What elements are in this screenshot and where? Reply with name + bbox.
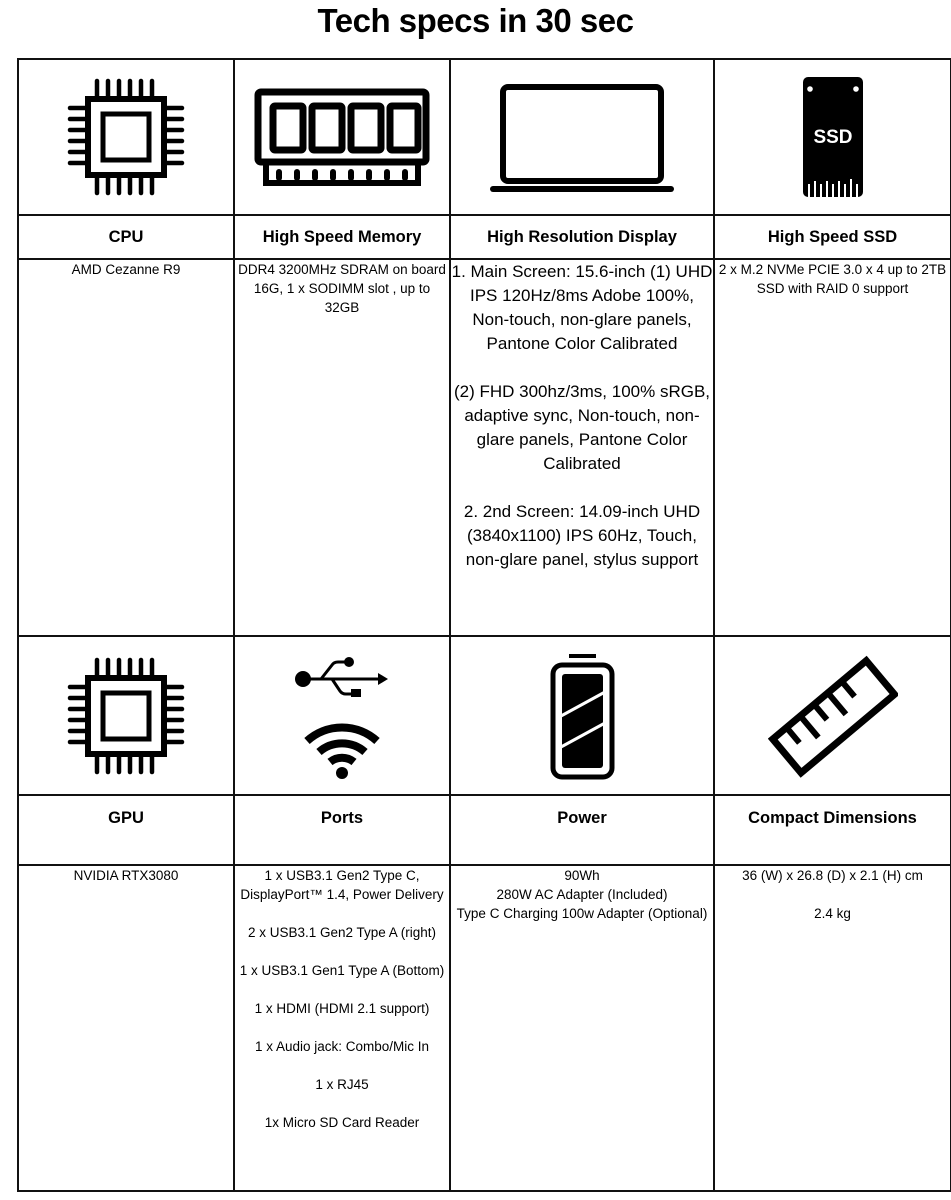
display-detail — [450, 259, 714, 636]
battery-icon — [547, 651, 617, 781]
icon-row — [18, 59, 951, 215]
port-item: 1 x USB3.1 Gen2 Type C, DisplayPort™ 1.4, Power Delivery — [240, 868, 444, 902]
ssd-detail-text: 2 x M.2 NVMe PCIE 3.0 x 4 up to 2TB SSD with RAID 0 support — [718, 262, 947, 296]
dimensions-heading: Compact Dimensions — [714, 795, 951, 865]
heading-row — [18, 795, 951, 865]
cpu-heading: CPU — [18, 215, 234, 259]
gpu-chip-icon — [66, 656, 186, 776]
specs-table — [17, 58, 951, 1192]
ssd-icon-cell — [714, 59, 951, 215]
gpu-detail — [18, 865, 234, 1191]
ssd-detail — [714, 259, 951, 636]
port-item: 1 x RJ45 — [315, 1077, 369, 1092]
ports-heading: Ports — [234, 795, 450, 865]
page-title: Tech specs in 30 sec — [317, 2, 634, 39]
detail-row — [18, 259, 951, 636]
heading-row — [18, 215, 951, 259]
ac-adapter: 280W AC Adapter (Included) — [496, 887, 668, 902]
icon-row — [18, 636, 951, 795]
memory-detail-text: DDR4 3200MHz SDRAM on board 16G, 1 x SODIMM slot , up to 32GB — [238, 262, 446, 315]
memory-heading: High Speed Memory — [234, 215, 450, 259]
usb-icon — [294, 653, 390, 697]
wifi-icon — [302, 717, 382, 779]
cpu-chip-icon — [66, 77, 186, 197]
port-item: 1 x USB3.1 Gen1 Type A (Bottom) — [239, 963, 445, 978]
dimensions-size: 36 (W) x 26.8 (D) x 2.1 (H) cm — [742, 868, 923, 883]
gpu-icon-cell — [18, 636, 234, 795]
ruler-icon — [768, 651, 898, 781]
cpu-icon-cell — [18, 59, 234, 215]
display-icon-cell — [450, 59, 714, 215]
laptop-icon — [487, 80, 677, 195]
memory-module-icon — [254, 87, 430, 187]
display-second-screen: 2. 2nd Screen: 14.09-inch UHD (3840x1100) IPS 60Hz, Touch, non-glare panel, stylus support — [463, 502, 701, 569]
memory-icon-cell — [234, 59, 450, 215]
display-main-screen: 1. Main Screen: 15.6-inch (1) UHD IPS 120Hz/8ms Adobe 100%, Non-touch, non-glare panels, Pantone Color Calibrated — [451, 262, 713, 353]
detail-row — [18, 865, 951, 1191]
ports-icon-cell — [234, 636, 450, 795]
ssd-label: SSD — [812, 127, 853, 148]
dimensions-icon-cell — [714, 636, 951, 795]
display-heading: High Resolution Display — [450, 215, 714, 259]
dimensions-detail — [714, 865, 951, 1191]
cpu-detail-text: AMD Cezanne R9 — [71, 262, 181, 277]
type-c-adapter: Type C Charging 100w Adapter (Optional) — [456, 906, 708, 921]
gpu-detail-text: NVIDIA RTX3080 — [73, 868, 179, 883]
memory-detail — [234, 259, 450, 636]
ssd-heading: High Speed SSD — [714, 215, 951, 259]
ports-detail — [234, 865, 450, 1191]
port-item: 1x Micro SD Card Reader — [264, 1115, 420, 1130]
battery-capacity: 90Wh — [564, 868, 600, 883]
power-icon-cell — [450, 636, 714, 795]
port-item: 1 x Audio jack: Combo/Mic In — [254, 1039, 430, 1054]
gpu-heading: GPU — [18, 795, 234, 865]
power-heading: Power — [450, 795, 714, 865]
port-item: 1 x HDMI (HDMI 2.1 support) — [254, 1001, 430, 1016]
dimensions-weight: 2.4 kg — [814, 906, 851, 921]
port-item: 2 x USB3.1 Gen2 Type A (right) — [247, 925, 437, 940]
display-fhd-option: (2) FHD 300hz/3ms, 100% sRGB, adaptive sync, Non-touch, non-glare panels, Pantone Color Calibrated — [453, 382, 711, 473]
cpu-detail — [18, 259, 234, 636]
power-detail — [450, 865, 714, 1191]
ssd-icon — [793, 71, 873, 203]
